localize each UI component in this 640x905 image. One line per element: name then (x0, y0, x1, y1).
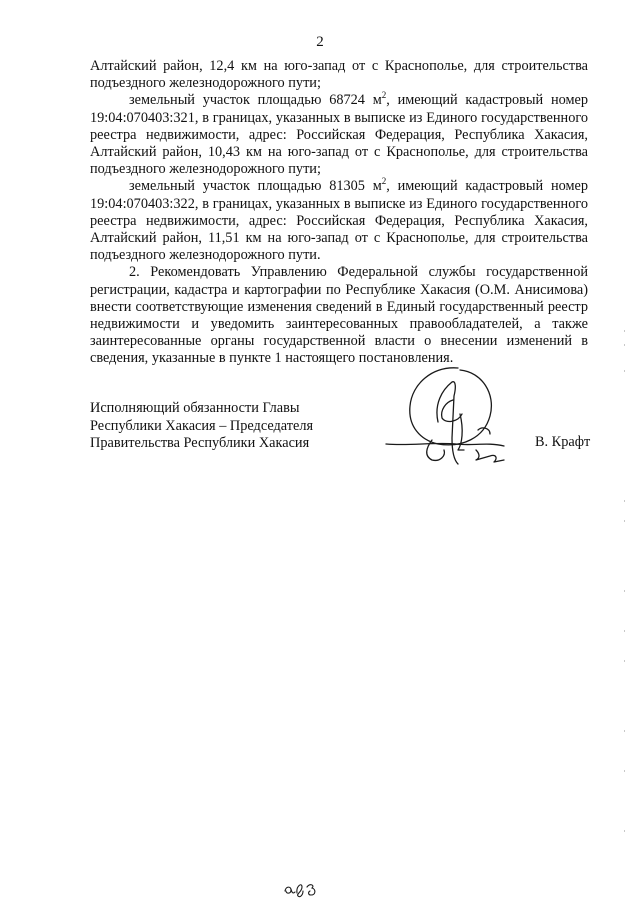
signatory-line-3: Правительства Республики Хакасия (90, 435, 310, 451)
paragraph-2 (90, 92, 588, 178)
signer-name: В. Крафт (535, 434, 591, 450)
paragraph-3-start: земельный участок площадью 81305 м (129, 178, 382, 195)
margin-scan-dots (622, 330, 628, 850)
handwritten-page-mark (282, 877, 322, 899)
paragraph-3 (90, 178, 588, 264)
paragraph-2-start: земельный участок площадью 68724 м (129, 92, 382, 109)
paragraph-1: Алтайский район, 12,4 км на юго-запад от с Краснополье, для строительства подъездного железнодорожного пути; (90, 58, 588, 92)
signatory-line-1: Исполняющий обязанности Главы (90, 400, 300, 416)
area-unit-superscript: 2 (381, 90, 387, 101)
paragraph-2-rest: , имеющий кадастровый номер 19:04:070403:321, в границах, указанных в выписке из Единого государственного реестра недвижимости, адрес: Российская Федерация, Республика Хакасия, Алтайский район, 10,43 км на юго-запад от с Краснополье, для строительства подъездного железнодорожного пути; (90, 92, 589, 178)
paragraph-4: 2. Рекомендовать Управлению Федеральной службы государственной регистрации, кадастра и картографии по Республике Хакасия (О.М. Анисимова) внести соответствующие изменения сведений в Единый государственный реестр недвижимости и уведомить заинтересованных правообладателей, а также заинтересованные органы государственной власти о внесении изменений в сведения, указанные в пункте 1 настоящего постановления. (90, 264, 588, 367)
document-body (90, 58, 588, 368)
area-unit-superscript: 2 (381, 176, 387, 187)
signatory-line-2: Республики Хакасия – Председателя (90, 417, 314, 434)
handwritten-signature (380, 360, 530, 480)
signatory-title (90, 400, 313, 453)
paragraph-3-rest: , имеющий кадастровый номер 19:04:070403:322, в границах, указанных в выписке из Единого государственного реестра недвижимости, адрес: Российская Федерация, Республика Хакасия, Алтайский район, 11,51 км на юго-запад от с Краснополье, для строительства подъездного железнодорожного пути. (90, 178, 589, 264)
page-number: 2 (316, 34, 324, 50)
